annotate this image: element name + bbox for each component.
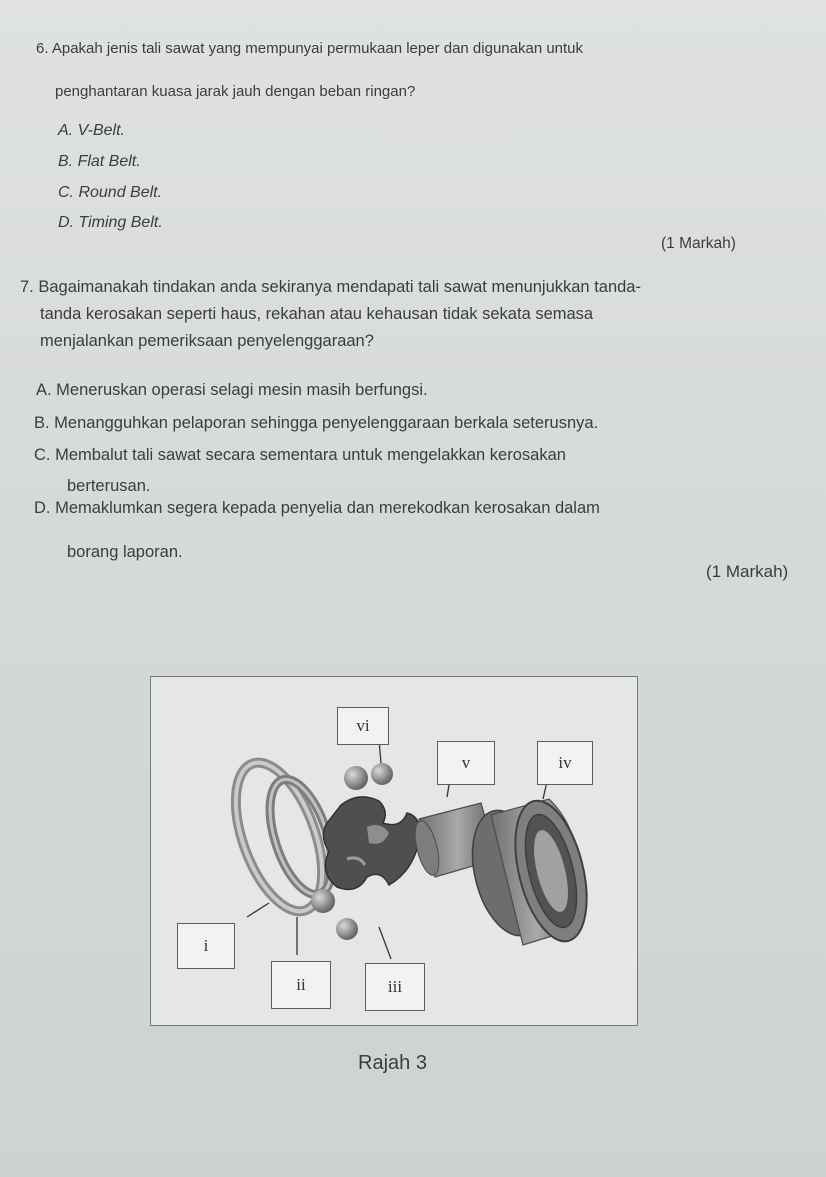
q6-line-1: 6. Apakah jenis tali sawat yang mempunyai permukaan leper dan digunakan untuk	[36, 40, 584, 57]
q6-option-d: D. Timing Belt.	[58, 214, 163, 231]
label-v: v	[437, 741, 495, 785]
housing-part	[461, 793, 609, 997]
q6-option-a: A. V-Belt.	[58, 122, 125, 139]
q6-line-2: penghantaran kuasa jarak jauh dengan beban ringan?	[55, 83, 416, 100]
ball-part	[344, 766, 368, 790]
q7-option-d: D. Memaklumkan segera kepada penyelia dan merekodkan kerosakan dalam	[34, 499, 600, 517]
q7-option-c: C. Membalut tali sawat secara sementara untuk mengelakkan kerosakan	[34, 446, 566, 464]
q7-line-3: menjalankan pemeriksaan penyelenggaraan?	[40, 332, 374, 350]
q7-line-2: tanda kerosakan seperti haus, rekahan atau kehausan tidak sekata semasa	[40, 305, 594, 323]
figure-caption: Rajah 3	[358, 1052, 427, 1074]
cage-part	[323, 797, 419, 890]
q6-option-c: C. Round Belt.	[58, 184, 163, 201]
ball-part	[371, 763, 393, 785]
label-iv: iv	[537, 741, 593, 785]
label-ii: ii	[271, 961, 331, 1009]
ball-part	[311, 889, 335, 913]
ball-part	[336, 918, 358, 940]
q7-option-c-cont: berterusan.	[67, 477, 151, 495]
label-i: i	[177, 923, 235, 969]
label-iii: iii	[365, 963, 425, 1011]
q7-option-b: B. Menangguhkan pelaporan sehingga penyelenggaraan berkala seterusnya.	[34, 414, 599, 432]
figure-rajah-3	[150, 676, 638, 1026]
q7-option-d-cont: borang laporan.	[67, 543, 183, 561]
q6-option-b: B. Flat Belt.	[58, 153, 141, 170]
q6-marks: (1 Markah)	[661, 235, 736, 252]
q7-marks: (1 Markah)	[706, 562, 789, 581]
label-vi: vi	[337, 707, 389, 745]
q7-line-1: 7. Bagaimanakah tindakan anda sekiranya mendapati tali sawat menunjukkan tanda-	[20, 278, 641, 296]
q7-option-a: A. Meneruskan operasi selagi mesin masih berfungsi.	[36, 381, 428, 399]
